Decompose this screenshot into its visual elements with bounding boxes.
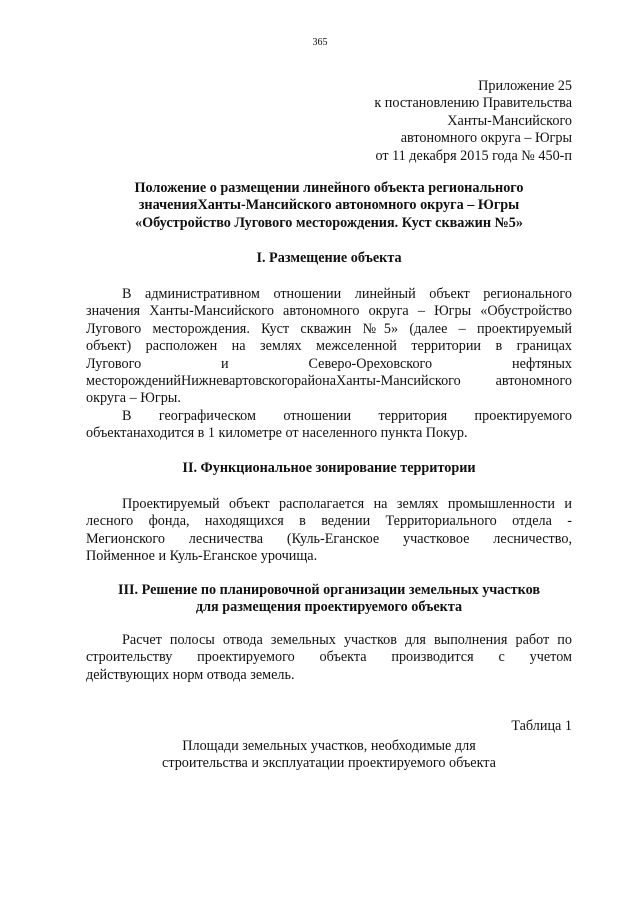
section-heading-placement: I. Размещение объекта [256,250,402,266]
document-title [86,180,572,232]
title-line: «Обустройство Лугового месторождения. Куст скважин №5» [134,214,523,231]
heading-line: для размещения проектируемого объекта [195,599,463,616]
paragraph-line: Лугового месторождения. Куст скважин №5» (далее – проектируемый [86,320,572,337]
caption-line: Площади земельных участков, необходимые для [182,738,476,754]
title-line: Положение о размещении линейного объекта регионального [134,180,524,196]
title-line: значенияХанты-Мансийского автономного округа – Югры [138,197,520,214]
paragraph-line: В географическом отношении территория проектируемого [122,408,572,424]
paragraph-line: Проектируемый объект располагается на землях промышленности и [122,496,572,512]
paragraph-line: Мегионского лесничества (Куль-Еганское участковое лесничество, [86,530,572,547]
paragraph-line: объект) расположен на землях межселенной территории в границах [86,338,572,355]
paragraph-line: значения Ханты-Мансийского автономного округа – Югры «Обустройство [86,303,572,320]
appendix-line: автономного округа – Югры [400,130,572,147]
paragraph-line: Пойменное и Куль-Еганское урочища. [86,548,318,565]
table-caption [86,738,572,773]
paragraph-line: лесного фонда, находящихся в ведении Территориального отдела - [86,513,572,530]
appendix-line: Приложение 25 [478,78,572,94]
paragraph-line: округа – Югры. [86,390,181,407]
appendix-reference [374,78,572,165]
paragraph-planning [86,632,572,684]
paragraph-line: В административном отношении линейный объект регионального [122,286,572,302]
appendix-line: Ханты-Мансийского [447,112,572,129]
page-number: 365 [312,37,328,48]
paragraph-zoning [86,496,572,566]
paragraph-line: месторожденийНижневартовскогорайонаХанты-Мансийского автономного [86,373,572,390]
table-label: Таблица 1 [511,718,572,734]
section-heading-zoning: II. Функциональное зонирование территории [182,460,476,476]
paragraph-line: строительству проектируемого объекта производится с учетом [86,649,572,666]
section-heading-planning [86,582,572,617]
paragraph-line: Расчет полосы отвода земельных участков для выполнения работ по [122,632,572,648]
paragraph-line: действующих норм отвода земель. [86,666,295,683]
heading-line: III. Решение по планировочной организации земельных участков [117,582,541,598]
paragraph-line: Лугового и Северо-Ореховского нефтяных [86,355,572,372]
appendix-line: к постановлению Правительства [374,95,572,112]
paragraph-placement [86,286,572,408]
paragraph-line: объектанаходится в 1 километре от населенного пункта Покур. [86,425,468,442]
paragraph-geography [86,408,572,443]
caption-line: строительства и эксплуатации проектируемого объекта [162,755,496,772]
appendix-line: от 11 декабря 2015 года № 450-п [375,147,572,164]
